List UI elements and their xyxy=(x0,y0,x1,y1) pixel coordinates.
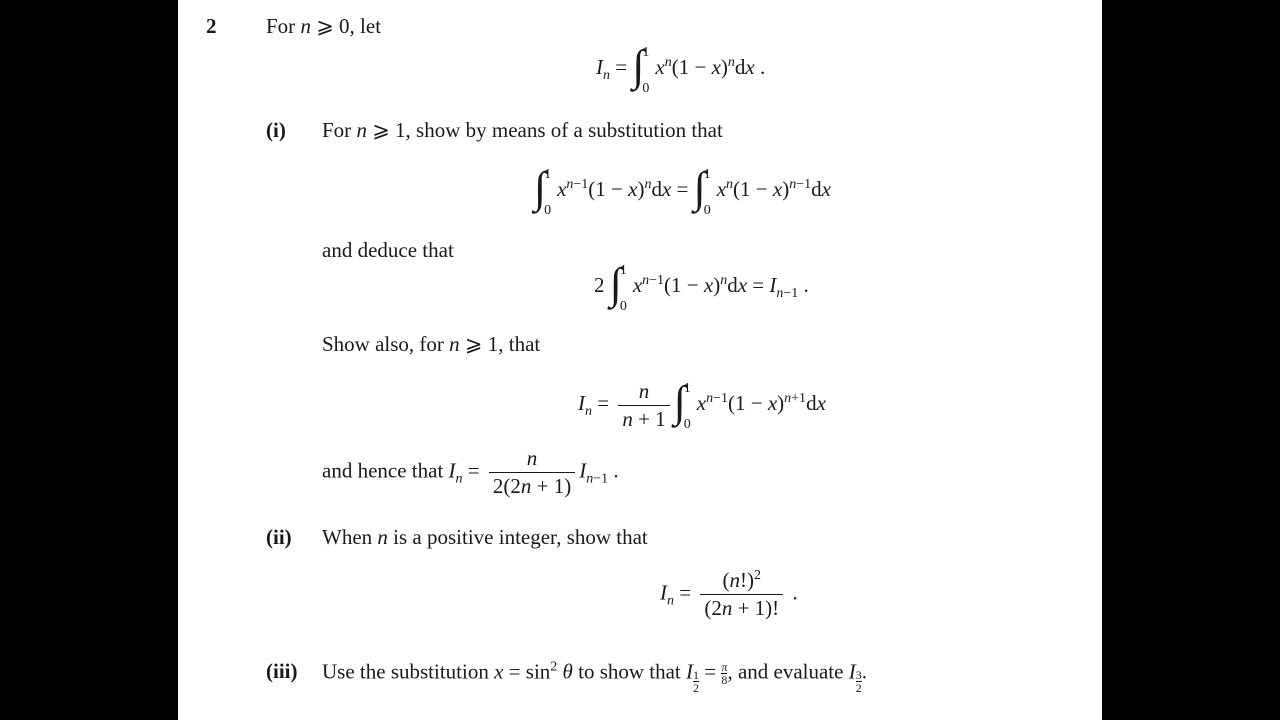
deduce-equation: 2 ∫ 1 0 $x^{n-1}(1 - x)^ndx = I_{n-1}$ . xyxy=(594,259,809,315)
question-intro: For n ⩾ 0, let xyxy=(266,14,382,38)
hence-equation: and hence that $I_n$ = $\frac{n}{2(2n + 1)}$ $I_{n-1}$ . xyxy=(322,446,619,498)
part-ii-text: When n is a positive integer, show that xyxy=(322,525,648,549)
part-i-text-3: Show also, for n ⩾ 1, that xyxy=(322,332,541,356)
question-number: 2 xyxy=(206,14,217,38)
part-ii-label: (ii) xyxy=(266,525,292,549)
substitution-equation: ∫ 1 0 $x^{n-1}(1 - x)^ndx$ = ∫ 1 0 $x^n(1 - x)^{n-1}dx$ xyxy=(534,163,831,219)
part-iii-text: Use the substitution $x = \sin^2 \theta$ to show that I $\frac{1}{2}$ = $\frac{\pi}{8}$ , and evaluate I $\frac{3}{2}$ . xyxy=(322,659,867,695)
exam-page xyxy=(178,0,1102,720)
part-i-label: (i) xyxy=(266,118,286,142)
factorial-equation: $I_n$ = $\frac{(n!)^2}{(2n + 1)!}$ . xyxy=(660,568,798,620)
recurrence-equation: $I_n$ = $\frac{n}{n + 1}$ ∫ 1 0 $x^{n-1}(1 - x)^{n+1}dx$ xyxy=(578,377,826,433)
part-i-text-2: and deduce that xyxy=(322,238,454,262)
part-iii-label: (iii) xyxy=(266,659,298,683)
definition-equation: $I_n$ = ∫ 1 0 $x^n(1 - x)^ndx$ . xyxy=(596,41,766,97)
part-i-text-1: For n ⩾ 1, show by means of a substitution that xyxy=(322,118,723,142)
